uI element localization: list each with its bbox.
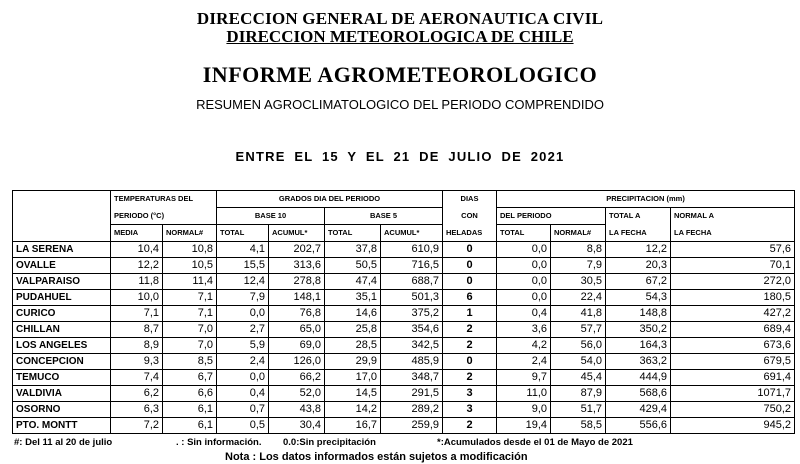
normal-a-header: NORMAL A <box>671 208 795 225</box>
agency-name: DIRECCION GENERAL DE AERONAUTICA CIVIL <box>196 9 604 28</box>
cell-b10-total: 15,5 <box>217 258 269 274</box>
cell-b5-total: 37,8 <box>325 242 381 258</box>
cell-normal: 6,1 <box>163 418 217 434</box>
col-header-b5-acum: ACUMUL* <box>381 225 443 242</box>
precip-group-header: PRECIPITACION (mm) <box>497 191 795 208</box>
cell-station: TEMUCO <box>13 370 111 386</box>
cell-b10-acum: 30,4 <box>269 418 325 434</box>
cell-b10-total: 12,4 <box>217 274 269 290</box>
cell-p-normal: 45,4 <box>551 370 606 386</box>
cell-b10-acum: 278,8 <box>269 274 325 290</box>
cell-b10-acum: 65,0 <box>269 322 325 338</box>
header-station-blank-2 <box>13 208 111 225</box>
col-header-media: MEDIA <box>111 225 163 242</box>
cell-heladas: 0 <box>443 242 497 258</box>
table-row <box>13 418 795 434</box>
cell-normal-fecha: 945,2 <box>671 418 795 434</box>
cell-media: 7,4 <box>111 370 163 386</box>
cell-normal: 7,0 <box>163 338 217 354</box>
cell-heladas: 0 <box>443 354 497 370</box>
cell-station: OSORNO <box>13 402 111 418</box>
table-row <box>13 242 795 258</box>
cell-station: CHILLAN <box>13 322 111 338</box>
cell-b5-acum: 688,7 <box>381 274 443 290</box>
table-row <box>13 354 795 370</box>
grados-group-header: GRADOS DIA DEL PERIODO <box>217 191 443 208</box>
cell-b10-acum: 202,7 <box>269 242 325 258</box>
cell-media: 10,4 <box>111 242 163 258</box>
cell-p-normal: 7,9 <box>551 258 606 274</box>
table-body <box>13 242 795 434</box>
cell-normal: 10,5 <box>163 258 217 274</box>
temp-group-header-2: PERIODO (°C) <box>111 208 217 225</box>
cell-heladas: 0 <box>443 274 497 290</box>
cell-p-normal: 51,7 <box>551 402 606 418</box>
dias-header-1: DIAS <box>443 191 497 208</box>
cell-normal: 6,7 <box>163 370 217 386</box>
table-row <box>13 274 795 290</box>
table-row <box>13 306 795 322</box>
cell-heladas: 3 <box>443 402 497 418</box>
cell-total-fecha: 54,3 <box>606 290 671 306</box>
footnote-no-precip: 0.0:Sin precipitación <box>283 437 376 448</box>
col-header-b10-total: TOTAL <box>217 225 269 242</box>
cell-station: LOS ANGELES <box>13 338 111 354</box>
cell-b10-total: 5,9 <box>217 338 269 354</box>
footnote-accumulated: *:Acumulados desde el 01 de Mayo de 2021 <box>437 437 633 448</box>
cell-p-total: 0,0 <box>497 290 551 306</box>
cell-station: CONCEPCION <box>13 354 111 370</box>
office-name-text: DIRECCION METEOROLOGICA DE CHILE <box>226 27 574 46</box>
cell-p-total: 4,2 <box>497 338 551 354</box>
cell-b5-total: 29,9 <box>325 354 381 370</box>
agro-table <box>12 190 795 434</box>
cell-station: LA SERENA <box>13 242 111 258</box>
cell-p-normal: 58,5 <box>551 418 606 434</box>
report-subtitle: RESUMEN AGROCLIMATOLOGICO DEL PERIODO COMPRENDIDO <box>196 97 604 112</box>
cell-media: 6,2 <box>111 386 163 402</box>
report-title: INFORME AGROMETEOROLOGICO <box>202 62 598 87</box>
cell-b5-acum: 610,9 <box>381 242 443 258</box>
cell-media: 10,0 <box>111 290 163 306</box>
cell-station: VALDIVIA <box>13 386 111 402</box>
cell-normal-fecha: 679,5 <box>671 354 795 370</box>
cell-total-fecha: 363,2 <box>606 354 671 370</box>
cell-b10-total: 2,7 <box>217 322 269 338</box>
cell-b10-acum: 43,8 <box>269 402 325 418</box>
cell-heladas: 2 <box>443 338 497 354</box>
cell-total-fecha: 444,9 <box>606 370 671 386</box>
cell-p-normal: 57,7 <box>551 322 606 338</box>
cell-normal: 6,1 <box>163 402 217 418</box>
cell-total-fecha: 568,6 <box>606 386 671 402</box>
table-row <box>13 386 795 402</box>
cell-normal: 7,0 <box>163 322 217 338</box>
cell-p-total: 19,4 <box>497 418 551 434</box>
cell-b5-total: 16,7 <box>325 418 381 434</box>
cell-b10-total: 2,4 <box>217 354 269 370</box>
cell-p-total: 3,6 <box>497 322 551 338</box>
cell-p-normal: 22,4 <box>551 290 606 306</box>
cell-b5-total: 35,1 <box>325 290 381 306</box>
temp-group-header: TEMPERATURAS DEL <box>111 191 217 208</box>
cell-b5-acum: 259,9 <box>381 418 443 434</box>
cell-total-fecha: 164,3 <box>606 338 671 354</box>
cell-b5-acum: 354,6 <box>381 322 443 338</box>
cell-p-normal: 56,0 <box>551 338 606 354</box>
cell-normal-fecha: 673,6 <box>671 338 795 354</box>
cell-heladas: 2 <box>443 418 497 434</box>
cell-p-normal: 87,9 <box>551 386 606 402</box>
cell-normal-fecha: 180,5 <box>671 290 795 306</box>
cell-p-total: 0,0 <box>497 274 551 290</box>
col-header-normal-fecha: LA FECHA <box>671 225 795 242</box>
col-header-heladas: HELADAS <box>443 225 497 242</box>
col-header-b10-acum: ACUMUL* <box>269 225 325 242</box>
col-header-normal: NORMAL# <box>163 225 217 242</box>
table-row <box>13 290 795 306</box>
cell-heladas: 1 <box>443 306 497 322</box>
cell-heladas: 2 <box>443 322 497 338</box>
cell-heladas: 0 <box>443 258 497 274</box>
cell-normal: 7,1 <box>163 290 217 306</box>
cell-b5-acum: 291,5 <box>381 386 443 402</box>
cell-b5-total: 14,2 <box>325 402 381 418</box>
cell-normal-fecha: 272,0 <box>671 274 795 290</box>
cell-b5-total: 28,5 <box>325 338 381 354</box>
total-a-header: TOTAL A <box>606 208 671 225</box>
cell-b10-acum: 76,8 <box>269 306 325 322</box>
cell-b10-total: 7,9 <box>217 290 269 306</box>
cell-b10-total: 0,5 <box>217 418 269 434</box>
base10-header: BASE 10 <box>217 208 325 225</box>
report-period-text: ENTRE EL 15 Y EL 21 DE JULIO DE 2021 <box>235 149 565 164</box>
cell-b5-acum: 342,5 <box>381 338 443 354</box>
table-row <box>13 402 795 418</box>
table-row <box>13 370 795 386</box>
cell-p-normal: 54,0 <box>551 354 606 370</box>
cell-station: PUDAHUEL <box>13 290 111 306</box>
cell-b5-total: 14,5 <box>325 386 381 402</box>
col-header-p-normal: NORMAL# <box>551 225 606 242</box>
cell-p-total: 11,0 <box>497 386 551 402</box>
header-station-blank-3 <box>13 225 111 242</box>
cell-p-total: 2,4 <box>497 354 551 370</box>
table-row <box>13 322 795 338</box>
header-station-blank <box>13 191 111 208</box>
cell-b5-total: 25,8 <box>325 322 381 338</box>
cell-media: 6,3 <box>111 402 163 418</box>
cell-p-total: 9,7 <box>497 370 551 386</box>
cell-b10-acum: 313,6 <box>269 258 325 274</box>
cell-total-fecha: 20,3 <box>606 258 671 274</box>
cell-normal-fecha: 750,2 <box>671 402 795 418</box>
footnote-no-info: . : Sin información. <box>176 437 262 448</box>
base5-header: BASE 5 <box>325 208 443 225</box>
cell-normal-fecha: 691,4 <box>671 370 795 386</box>
cell-normal-fecha: 1071,7 <box>671 386 795 402</box>
cell-station: PTO. MONTT <box>13 418 111 434</box>
office-name <box>0 27 800 47</box>
cell-heladas: 6 <box>443 290 497 306</box>
cell-b10-total: 4,1 <box>217 242 269 258</box>
cell-p-total: 0,0 <box>497 258 551 274</box>
cell-p-normal: 8,8 <box>551 242 606 258</box>
footnote-note: Nota : Los datos informados están sujetos a modificación <box>225 451 528 463</box>
col-header-b5-total: TOTAL <box>325 225 381 242</box>
cell-b5-acum: 501,3 <box>381 290 443 306</box>
header-row-1 <box>13 191 795 208</box>
cell-p-total: 0,4 <box>497 306 551 322</box>
cell-p-normal: 30,5 <box>551 274 606 290</box>
cell-b5-acum: 348,7 <box>381 370 443 386</box>
cell-b5-acum: 375,2 <box>381 306 443 322</box>
cell-station: OVALLE <box>13 258 111 274</box>
footnote-normal-period: #: Del 11 al 20 de julio <box>14 437 113 448</box>
cell-normal: 10,8 <box>163 242 217 258</box>
cell-media: 7,2 <box>111 418 163 434</box>
cell-b5-acum: 716,5 <box>381 258 443 274</box>
del-periodo-header: DEL PERIODO <box>497 208 606 225</box>
header-row-2 <box>13 208 795 225</box>
dias-header-2: CON <box>443 208 497 225</box>
cell-b5-total: 47,4 <box>325 274 381 290</box>
cell-p-total: 9,0 <box>497 402 551 418</box>
cell-normal: 11,4 <box>163 274 217 290</box>
cell-b10-acum: 52,0 <box>269 386 325 402</box>
cell-p-normal: 41,8 <box>551 306 606 322</box>
cell-total-fecha: 67,2 <box>606 274 671 290</box>
header-row-3 <box>13 225 795 242</box>
cell-normal-fecha: 57,6 <box>671 242 795 258</box>
cell-b10-total: 0,7 <box>217 402 269 418</box>
cell-total-fecha: 429,4 <box>606 402 671 418</box>
cell-total-fecha: 350,2 <box>606 322 671 338</box>
cell-normal-fecha: 689,4 <box>671 322 795 338</box>
cell-b10-acum: 148,1 <box>269 290 325 306</box>
cell-normal: 8,5 <box>163 354 217 370</box>
table-row <box>13 258 795 274</box>
cell-b10-acum: 66,2 <box>269 370 325 386</box>
cell-media: 9,3 <box>111 354 163 370</box>
cell-total-fecha: 12,2 <box>606 242 671 258</box>
cell-heladas: 2 <box>443 370 497 386</box>
cell-normal: 7,1 <box>163 306 217 322</box>
col-header-p-total: TOTAL <box>497 225 551 242</box>
cell-p-total: 0,0 <box>497 242 551 258</box>
cell-b5-total: 17,0 <box>325 370 381 386</box>
table-row <box>13 338 795 354</box>
cell-b5-total: 14,6 <box>325 306 381 322</box>
cell-station: VALPARAISO <box>13 274 111 290</box>
cell-b10-total: 0,0 <box>217 370 269 386</box>
cell-media: 8,9 <box>111 338 163 354</box>
cell-heladas: 3 <box>443 386 497 402</box>
cell-normal-fecha: 427,2 <box>671 306 795 322</box>
col-header-total-fecha: LA FECHA <box>606 225 671 242</box>
report-period <box>0 149 800 164</box>
cell-total-fecha: 148,8 <box>606 306 671 322</box>
cell-normal: 6,6 <box>163 386 217 402</box>
cell-station: CURICO <box>13 306 111 322</box>
cell-b5-acum: 485,9 <box>381 354 443 370</box>
cell-b10-total: 0,4 <box>217 386 269 402</box>
cell-b10-acum: 126,0 <box>269 354 325 370</box>
cell-b10-total: 0,0 <box>217 306 269 322</box>
cell-media: 12,2 <box>111 258 163 274</box>
cell-b5-acum: 289,2 <box>381 402 443 418</box>
cell-total-fecha: 556,6 <box>606 418 671 434</box>
cell-normal-fecha: 70,1 <box>671 258 795 274</box>
cell-media: 7,1 <box>111 306 163 322</box>
cell-media: 11,8 <box>111 274 163 290</box>
cell-b5-total: 50,5 <box>325 258 381 274</box>
cell-media: 8,7 <box>111 322 163 338</box>
cell-b10-acum: 69,0 <box>269 338 325 354</box>
